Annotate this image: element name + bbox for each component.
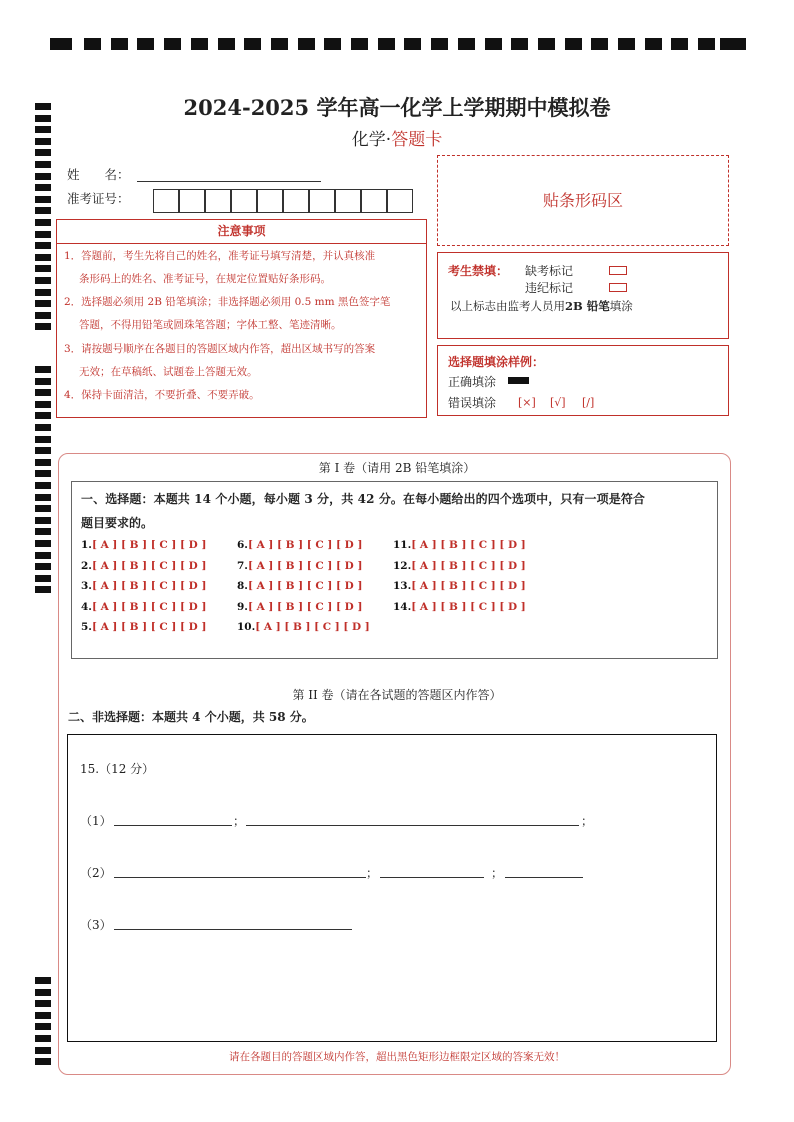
id-digit-box[interactable] — [387, 189, 413, 213]
timing-mark — [35, 1023, 51, 1030]
question-number: 5. — [81, 621, 92, 634]
timing-mark — [35, 1035, 51, 1042]
timing-mark — [298, 38, 315, 50]
timing-mark — [35, 207, 51, 214]
id-digit-box[interactable] — [179, 189, 205, 213]
choice-question[interactable] — [81, 580, 206, 592]
question-number: 7. — [237, 559, 248, 572]
choice-question[interactable] — [237, 601, 362, 613]
timing-mark — [35, 184, 51, 191]
timing-mark — [35, 586, 51, 593]
timing-mark — [35, 149, 51, 156]
id-digit-box[interactable] — [257, 189, 283, 213]
question-15-box — [67, 734, 717, 1042]
subtitle-prefix: 化学· — [351, 130, 392, 150]
part2-heading: 第 II 卷（请在各试题的答题区内作答） — [292, 688, 502, 702]
choice-question[interactable] — [393, 601, 526, 613]
answer-options[interactable]: [ A ] [ B ] [ C ] [ D ] — [247, 539, 363, 551]
timing-mark — [485, 38, 502, 50]
timing-mark — [35, 242, 51, 249]
absent-label: 缺考标记 — [525, 264, 574, 278]
timing-mark — [378, 38, 395, 50]
answer-options[interactable]: [ A ] [ B ] [ C ] [ D ] — [91, 600, 207, 613]
answer-options[interactable]: [ A ] [ B ] [ C ] [ D ] — [247, 580, 363, 593]
question-number: 2. — [81, 559, 92, 572]
semicolon: ； — [491, 866, 504, 880]
choice-question[interactable] — [393, 580, 526, 592]
choice-question[interactable] — [237, 539, 362, 551]
timing-mark — [35, 219, 51, 226]
answer-options[interactable]: [ A ] [ B ] [ C ] [ D ] — [411, 580, 526, 593]
question-number: 3. — [81, 580, 92, 593]
timing-mark — [35, 528, 51, 535]
notice-item: 无效；在草稿纸、试题卷上答题无效。 — [79, 366, 258, 378]
part2-instruction: 二、非选择题：本题共 4 个小题，共 58 分。 — [68, 710, 314, 724]
q15-sub2-blank-a[interactable] — [114, 877, 366, 878]
notice-item: 2．选择题必须用 2B 铅笔填涂；非选择题必须用 0.5 mm 黑色签字笔 — [64, 296, 391, 308]
choice-question[interactable] — [81, 539, 206, 551]
answer-options[interactable]: [ A ] [ B ] [ C ] [ D ] — [91, 621, 207, 634]
timing-mark — [35, 989, 51, 996]
choice-question[interactable] — [237, 560, 362, 572]
timing-mark — [35, 424, 51, 431]
timing-mark — [351, 38, 368, 50]
question-number: 12. — [393, 559, 412, 572]
name-label: 姓 名： — [67, 167, 130, 182]
id-digit-box[interactable] — [309, 189, 335, 213]
timing-mark — [35, 366, 51, 373]
id-digit-box[interactable] — [361, 189, 387, 213]
name-field[interactable] — [137, 164, 321, 182]
page-subtitle — [0, 125, 794, 150]
timing-mark — [35, 300, 51, 307]
notice-title: 注意事项 — [217, 224, 266, 238]
notice-item: 4．保持卡面清洁，不要折叠、不要弄破。 — [64, 389, 260, 401]
top-timing-marks — [50, 38, 746, 50]
timing-mark — [431, 38, 448, 50]
timing-mark — [35, 378, 51, 385]
timing-mark — [35, 494, 51, 501]
answer-options[interactable]: [ A ] [ B ] [ C ] [ D ] — [91, 580, 207, 593]
q15-sub2-blank-c[interactable] — [505, 877, 583, 878]
id-label: 准考证号： — [67, 191, 130, 206]
notice-item: 1．答题前，考生先将自己的姓名，准考证号填写清楚，并认真核准 — [64, 250, 376, 262]
timing-mark — [35, 196, 51, 203]
timing-mark — [35, 552, 51, 559]
timing-mark — [35, 977, 51, 984]
q15-sub3-label: （3） — [80, 918, 112, 932]
choice-question[interactable] — [81, 621, 206, 633]
timing-mark — [35, 265, 51, 272]
semicolon: ； — [233, 814, 246, 828]
instruction-prefix: 以上标志由监考人员用 — [450, 299, 565, 313]
subtitle-highlight: 答题卡 — [391, 130, 443, 150]
q15-sub2-blank-b[interactable] — [380, 877, 484, 878]
semicolon: ； — [366, 866, 379, 880]
timing-mark — [645, 38, 662, 50]
timing-mark — [244, 38, 261, 50]
notice-title-box — [56, 219, 427, 244]
timing-mark — [591, 38, 608, 50]
timing-mark — [35, 1012, 51, 1019]
timing-mark — [618, 38, 635, 50]
question-number: 4. — [81, 600, 92, 613]
timing-mark — [35, 412, 51, 419]
choice-question[interactable] — [393, 560, 526, 572]
timing-mark — [565, 38, 582, 50]
barcode-area — [437, 155, 729, 246]
timing-mark — [35, 231, 51, 238]
timing-mark — [218, 38, 235, 50]
side-timing-marks-middle — [35, 366, 51, 598]
question-number: 10. — [237, 621, 256, 634]
correct-fill-sample — [508, 377, 529, 384]
choice-question[interactable] — [81, 601, 206, 613]
timing-mark — [35, 517, 51, 524]
timing-mark — [458, 38, 475, 50]
wrong-mark-slash: [/] — [582, 396, 595, 409]
footer-warning: 请在各题目的答题区域内作答，超出黑色矩形边框限定区域的答案无效！ — [229, 1051, 565, 1063]
semicolon: ； — [581, 814, 594, 828]
barcode-area-label: 贴条形码区 — [542, 191, 623, 210]
id-digit-box[interactable] — [205, 189, 231, 213]
instruction-bold: 2B 铅笔 — [565, 299, 610, 313]
answer-options[interactable]: [ A ] [ B ] [ C ] [ D ] — [411, 539, 526, 551]
prohibited-instruction — [450, 298, 633, 314]
correct-fill-label: 正确填涂 — [448, 375, 497, 389]
id-digit-box[interactable] — [335, 189, 361, 213]
timing-mark — [698, 38, 715, 50]
violation-label: 违纪标记 — [525, 281, 574, 295]
timing-mark — [35, 575, 51, 582]
answer-options[interactable]: [ A ] [ B ] [ C ] [ D ] — [91, 559, 207, 572]
id-digit-box[interactable] — [153, 189, 179, 213]
timing-mark — [720, 38, 746, 50]
choice-question[interactable] — [237, 580, 362, 592]
timing-mark — [35, 323, 51, 330]
q15-sub2-label: （2） — [80, 866, 112, 880]
notice-item: 3．请按题号顺序在各题目的答题区域内作答，超出区域书写的答案 — [64, 343, 376, 355]
notice-item: 答题，不得用铅笔或圆珠笔答题；字体工整、笔迹清晰。 — [79, 319, 342, 331]
id-digit-box[interactable] — [231, 189, 257, 213]
answer-options[interactable]: [ A ] [ B ] [ C ] [ D ] — [91, 539, 207, 551]
timing-mark — [35, 505, 51, 512]
wrong-mark-x: [×] — [518, 396, 536, 409]
timing-mark — [137, 38, 154, 50]
timing-mark — [84, 38, 101, 50]
part1-heading: 第 I 卷（请用 2B 铅笔填涂） — [318, 461, 476, 475]
id-digit-box[interactable] — [283, 189, 309, 213]
absent-mark-box[interactable] — [609, 266, 627, 275]
part1-instruction-line2: 题目要求的。 — [81, 516, 154, 530]
instruction-suffix: 填涂 — [609, 299, 633, 313]
timing-mark — [191, 38, 208, 50]
timing-mark — [50, 38, 72, 50]
answer-options[interactable]: [ A ] [ B ] [ C ] [ D ] — [247, 559, 363, 572]
question-number: 14. — [393, 600, 412, 613]
timing-mark — [35, 389, 51, 396]
answer-options[interactable]: [ A ] [ B ] [ C ] [ D ] — [411, 559, 526, 572]
question-number: 1. — [81, 539, 92, 551]
prohibited-title: 考生禁填： — [448, 264, 509, 278]
notice-item: 条形码上的姓名、准考证号，在规定位置贴好条形码。 — [79, 273, 331, 285]
timing-mark — [35, 540, 51, 547]
timing-mark — [35, 401, 51, 408]
choice-question[interactable] — [393, 539, 526, 551]
timing-mark — [404, 38, 421, 50]
timing-mark — [35, 254, 51, 261]
timing-mark — [35, 277, 51, 284]
wrong-mark-check: [√] — [550, 396, 566, 409]
answer-options[interactable]: [ A ] [ B ] [ C ] [ D ] — [411, 600, 526, 613]
prohibited-box — [437, 252, 729, 339]
timing-mark — [111, 38, 128, 50]
timing-mark — [35, 289, 51, 296]
question-number: 13. — [393, 580, 412, 593]
timing-mark — [35, 447, 51, 454]
timing-mark — [35, 563, 51, 570]
question-number: 6. — [237, 539, 248, 551]
timing-mark — [35, 1000, 51, 1007]
timing-mark — [35, 482, 51, 489]
timing-mark — [35, 436, 51, 443]
timing-mark — [271, 38, 288, 50]
question-15-title: 15.（12 分） — [80, 762, 155, 776]
answer-options[interactable]: [ A ] [ B ] [ C ] [ D ] — [255, 621, 370, 634]
q15-sub1-blank-a[interactable] — [114, 825, 232, 826]
timing-mark — [35, 312, 51, 319]
timing-mark — [35, 161, 51, 168]
timing-mark — [671, 38, 688, 50]
fill-sample-title: 选择题填涂样例： — [448, 355, 545, 369]
timing-mark — [35, 173, 51, 180]
timing-mark — [324, 38, 341, 50]
wrong-fill-label: 错误填涂 — [448, 396, 497, 410]
page-title: 2024-2025 学年高一化学上学期期中模拟卷 — [183, 95, 611, 120]
question-number: 9. — [237, 600, 248, 613]
q15-sub1-label: （1） — [80, 814, 112, 828]
timing-mark — [538, 38, 555, 50]
answer-options[interactable]: [ A ] [ B ] [ C ] [ D ] — [247, 600, 363, 613]
q15-sub1-blank-b[interactable] — [246, 825, 579, 826]
question-number: 8. — [237, 580, 248, 593]
question-number: 11. — [393, 539, 412, 551]
violation-mark-box[interactable] — [609, 283, 627, 292]
choice-question[interactable] — [81, 560, 206, 572]
choice-question[interactable] — [237, 621, 370, 633]
timing-mark — [511, 38, 528, 50]
q15-sub3-blank[interactable] — [114, 929, 352, 930]
timing-mark — [164, 38, 181, 50]
fill-sample-box — [437, 345, 729, 416]
part1-instruction-line1: 一、选择题：本题共 14 个小题，每小题 3 分，共 42 分。在每小题给出的四个选项中，只有一项是符合 — [81, 492, 646, 506]
